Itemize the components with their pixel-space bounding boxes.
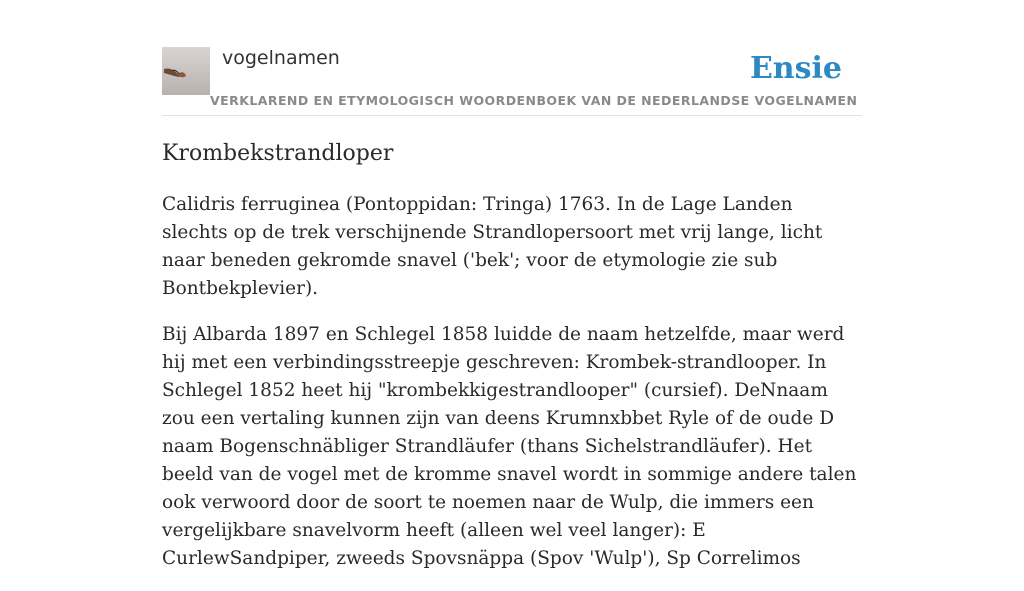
entry-paragraph: Calidris ferruginea (Pontoppidan: Tringa) 1763. In de Lage Landen slechts op de trek verschijnende Strandlopersoort met vrij lange, licht naar beneden gekromde snavel ('bek'; voor de etymologie zie sub Bontbekplevier). xyxy=(162,194,823,299)
entry-title: Krombekstrandloper xyxy=(162,141,394,166)
site-subtitle: VERKLAREND EN ETYMOLOGISCH WOORDENBOEK VAN DE NEDERLANDSE VOGELNAMEN xyxy=(210,93,858,108)
header-divider xyxy=(162,115,862,116)
avatar[interactable] xyxy=(162,47,210,95)
site-title[interactable]: vogelnamen xyxy=(222,47,340,69)
entry-content xyxy=(162,138,862,591)
entry-paragraph: Bij Albarda 1897 en Schlegel 1858 luidde de naam hetzelfde, maar werd hij met een verbindingsstreepje geschreven: Krombek-strandlooper. In Schlegel 1852 heet hij "krombekkigestrandlooper" (cursief). DeNnaam zou een vertaling kunnen zijn van deens Krumnxbbet Ryle of de oude D naam Bogenschnäbliger Strandläufer (thans Sichelstrandläufer). Het beeld van de vogel met de kromme snavel wordt in sommige andere talen ook verwoord door de soort te noemen naar de Wulp, die immers een vergelijkbare snavelvorm heeft (alleen wel veel langer): E CurlewSandpiper, zweeds Spovsnäppa (Spov 'Wulp'), Sp Correlimos xyxy=(162,324,857,569)
bird-photo-icon xyxy=(162,47,210,95)
brand-logo[interactable]: Ensie xyxy=(749,51,842,86)
